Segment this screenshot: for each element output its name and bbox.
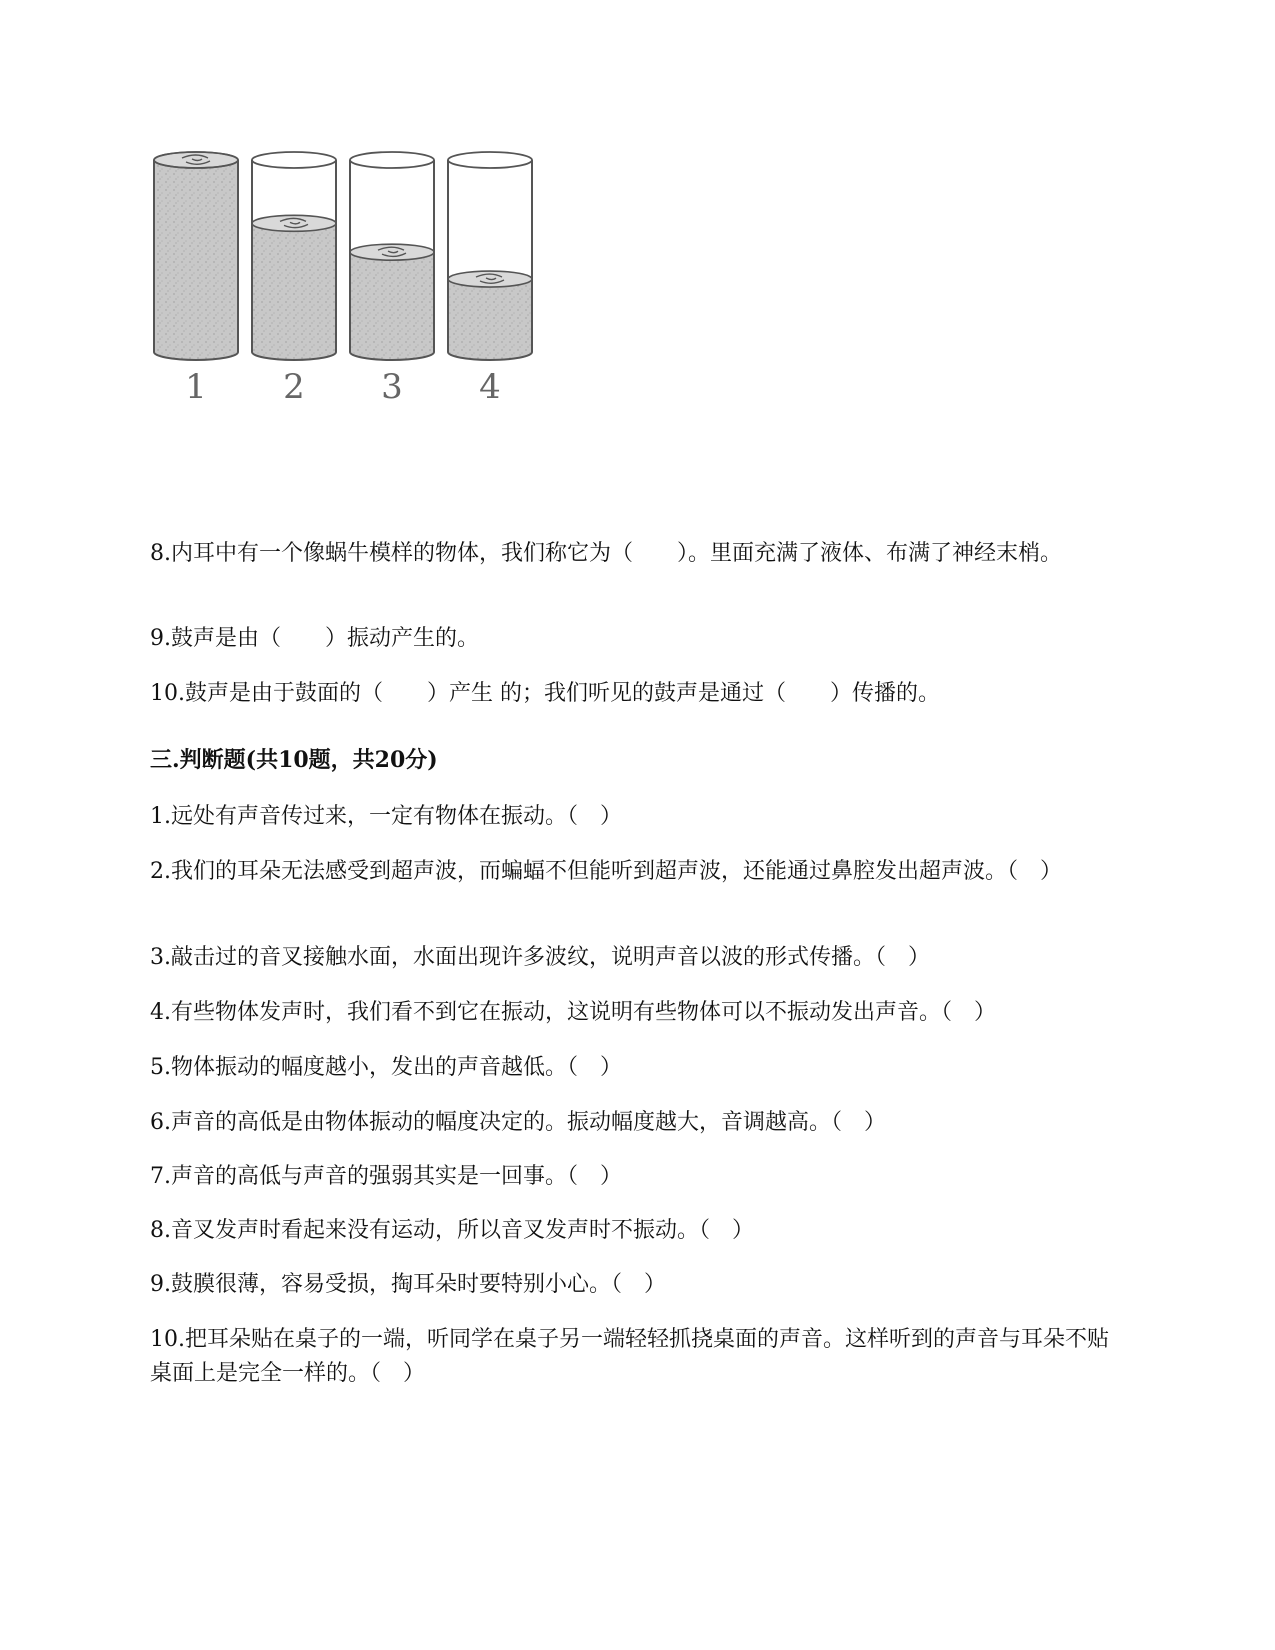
liquid-body-2 xyxy=(252,223,336,360)
judge-item-1: 1.远处有声音传过来，一定有物体在振动。（ ） xyxy=(150,804,622,829)
judge-item-10: 10.把耳朵贴在桌子的一端，听同学在桌子另一端轻轻抓挠桌面的声音。这样听到的声音与耳朵不贴桌面上是完全一样的。（ ） xyxy=(150,1327,1109,1386)
cylinder-1 xyxy=(154,152,238,407)
question-9-fill: 9.鼓声是由（ ）振动产生的。 xyxy=(150,626,479,651)
question-8-fill: 8.内耳中有一个像蜗牛模样的物体，我们称它为（ ）。里面充满了液体、布满了神经末梢。 xyxy=(150,541,1062,566)
judge-item-9: 9.鼓膜很薄，容易受损，掏耳朵时要特别小心。（ ） xyxy=(150,1272,666,1297)
liquid-body-1 xyxy=(154,160,238,360)
judge-item-3: 3.敲击过的音叉接触水面，水面出现许多波纹，说明声音以波的形式传播。（ ） xyxy=(150,945,930,970)
rim-4 xyxy=(448,152,532,168)
rim-3 xyxy=(350,152,434,168)
cylinder-4 xyxy=(448,152,532,407)
four-cylinders-illustration xyxy=(140,140,580,430)
cylinders-figure xyxy=(140,140,580,430)
judge-item-7: 7.声音的高低与声音的强弱其实是一回事。（ ） xyxy=(150,1164,622,1189)
question-10-fill: 10.鼓声是由于鼓面的（ ）产生 的；我们听见的鼓声是通过（ ）传播的。 xyxy=(150,681,940,706)
liquid-body-3 xyxy=(350,252,434,360)
cylinder-2 xyxy=(252,152,336,407)
judge-item-5: 5.物体振动的幅度越小，发出的声音越低。（ ） xyxy=(150,1055,622,1080)
section-3-title: 三.判断题(共10题，共20分) xyxy=(150,747,438,773)
cylinder-label-2: 2 xyxy=(283,367,305,407)
judge-item-6: 6.声音的高低是由物体振动的幅度决定的。振动幅度越大，音调越高。（ ） xyxy=(150,1110,886,1135)
liquid-body-4 xyxy=(448,279,532,360)
judge-item-8: 8.音叉发声时看起来没有运动，所以音叉发声时不振动。（ ） xyxy=(150,1218,754,1243)
judge-item-4: 4.有些物体发声时，我们看不到它在振动，这说明有些物体可以不振动发出声音。（ ） xyxy=(150,1000,996,1025)
cylinder-label-4: 4 xyxy=(479,367,501,407)
judge-item-2: 2.我们的耳朵无法感受到超声波，而蝙蝠不但能听到超声波，还能通过鼻腔发出超声波。（ ） xyxy=(150,859,1062,884)
cylinder-3 xyxy=(350,152,434,407)
cylinder-label-1: 1 xyxy=(185,367,207,407)
cylinder-label-3: 3 xyxy=(381,367,403,407)
rim-2 xyxy=(252,152,336,168)
